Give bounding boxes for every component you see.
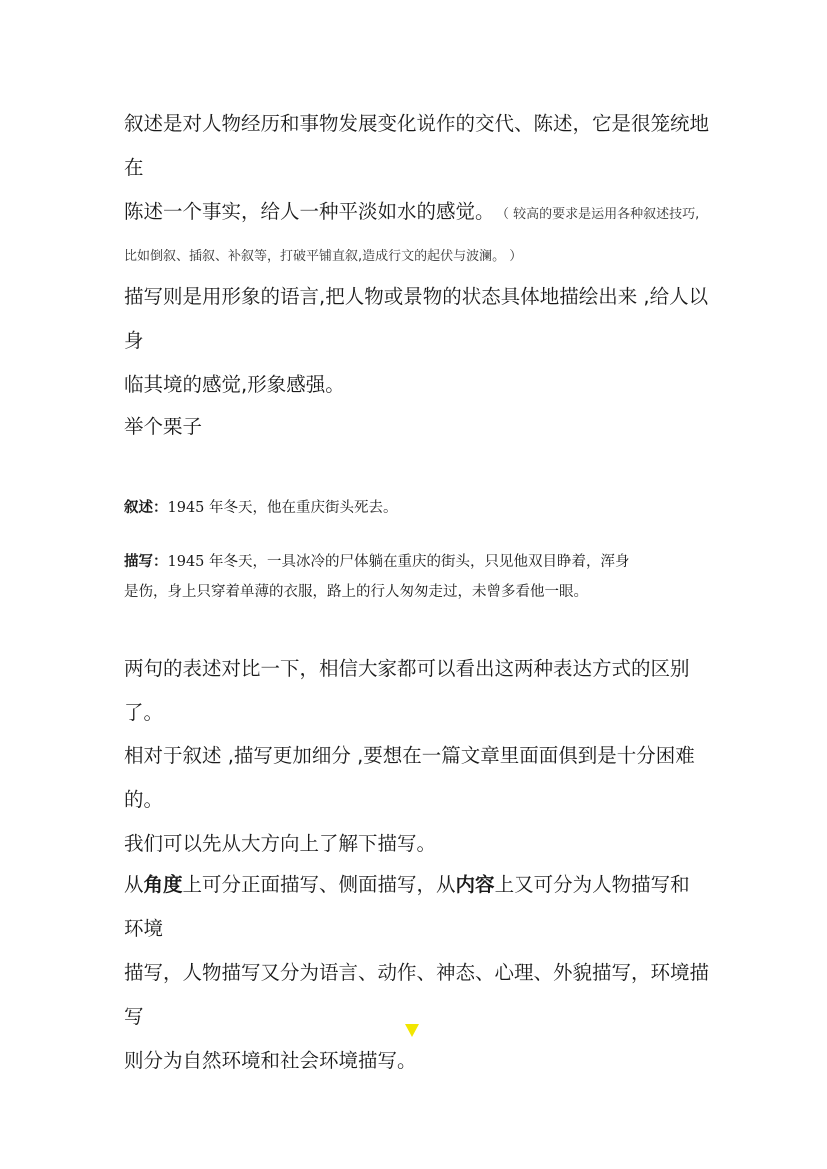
classification-paragraph (124, 863, 709, 1083)
narration-definition-paragraph (124, 102, 709, 277)
p5-keyword-content: 内容 (455, 873, 495, 896)
p2-line2: 临其境的感觉,形象感强。 (124, 373, 345, 396)
p1-line2: 陈述一个事实，给人一种平淡如水的感觉。 (124, 200, 495, 223)
p5-keyword-angle: 角度 (143, 873, 183, 896)
p4-line1: 相对于叙述 ,描写更加细分 ,要想在一篇文章里面面俱到是十分困难的。 (124, 744, 695, 811)
subdivision-paragraph (124, 734, 709, 866)
down-triangle-icon (405, 1024, 419, 1037)
p5-line2: 描写，人物描写又分为语言、动作、神态、心理、外貌描写，环境描写 (124, 961, 710, 1028)
p5-s3: 上又可分为人物描写和环境 (124, 873, 690, 940)
example-heading: 举个栗子 (124, 415, 203, 438)
description-line1: 1945 年冬天，一具冰冷的尸体躺在重庆的街头，只见他双目睁着，浑身 (167, 554, 630, 570)
narration-text: 1945 年冬天，他在重庆街头死去。 (167, 500, 398, 516)
p1-line1: 叙述是对人物经历和事物发展变化说作的交代、陈述，它是很笼统地在 (124, 112, 710, 179)
p4-line2: 我们可以先从大方向上了解下描写。 (124, 832, 437, 855)
narration-label: 叙述： (124, 499, 168, 516)
comparison-paragraph: 两句的表述对比一下，相信大家都可以看出这两种表达方式的区别了。 (124, 657, 690, 724)
description-label: 描写： (124, 553, 168, 570)
p2-line1: 描写则是用形象的语言,把人物或景物的状态具体地描绘出来 ,给人以身 (124, 285, 709, 352)
p1-note-b: 比如倒叙、插叙、补叙等，打破平铺直叙,造成行文的起伏与波澜。 ） (124, 249, 523, 264)
description-definition-paragraph (124, 275, 709, 407)
narration-example (124, 493, 709, 523)
p5-s2: 上可分正面描写、侧面描写，从 (182, 873, 456, 896)
p1-note-a: （ 较高的要求是运用各种叙述技巧, (502, 207, 700, 222)
p5-s1: 从 (124, 873, 144, 896)
p5-line3: 则分为自然环境和社会环境描写。 (124, 1049, 417, 1072)
description-line2: 是伤，身上只穿着单薄的衣服，路上的行人匆匆走过，未曾多看他一眼。 (124, 584, 588, 600)
description-example (124, 547, 709, 607)
